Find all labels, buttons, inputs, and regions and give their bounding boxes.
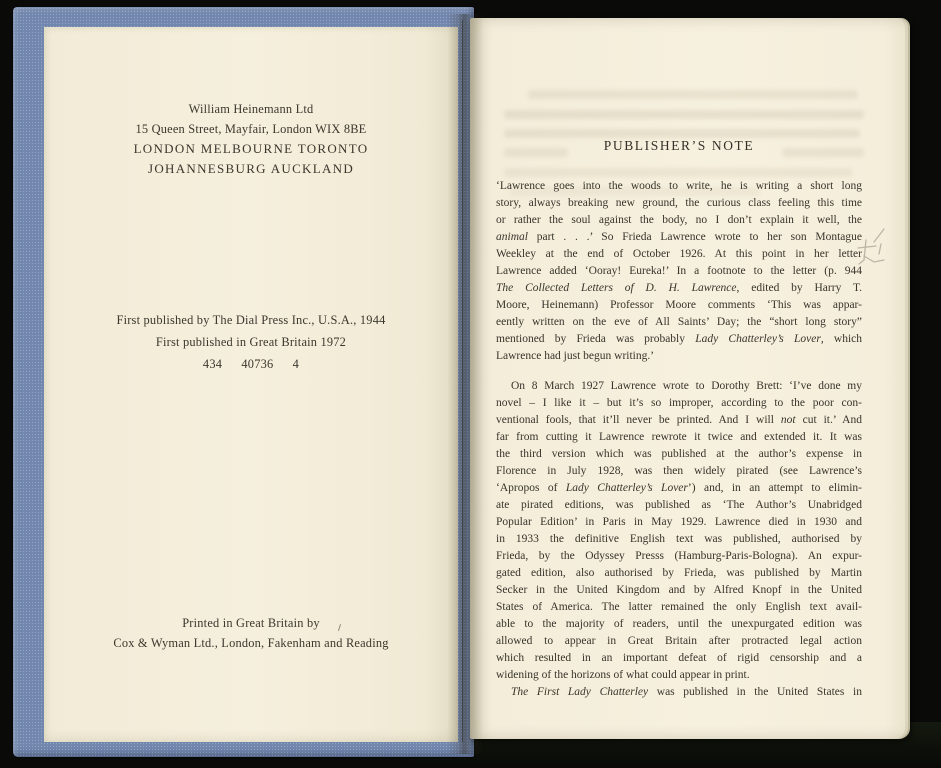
- showthrough-ghost-line: [528, 90, 858, 99]
- body-line: story, always breaking new ground, the curious class feeling this time: [496, 197, 862, 209]
- isbn-number: 434 40736 4: [202, 357, 300, 371]
- body-line: widening of the horizons of what could appear in print.: [496, 669, 750, 681]
- page-title: PUBLISHER’S NOTE: [603, 138, 755, 153]
- pencil-annotation: [854, 226, 894, 270]
- body-line: Popular Edition’ in Paris in May 1929. Lawrence died in 1930 and: [496, 516, 862, 528]
- body-line: Florence in July 1928, was then widely pirated (see Lawrence’s: [496, 465, 862, 477]
- body-line: On 8 March 1927 Lawrence wrote to Dorothy Brett: ‘I’ve done my: [511, 380, 862, 392]
- body-line: which resulted in an important defeat of rigid censorship and a: [496, 652, 862, 664]
- body-line: Lawrence had just begun writing.’: [496, 350, 655, 362]
- body-line: Lawrence added ‘Ooray! Eureka!’ In a footnote to the letter (p. 944: [496, 265, 862, 277]
- body-line: The Collected Letters of D. H. Lawrence, edited by Harry T.: [496, 282, 862, 294]
- first-published-gb: First published in Great Britain 1972: [155, 335, 347, 349]
- body-line: or rather the soul against the body, no I don’t explain it well, the: [496, 214, 862, 226]
- left-page: [44, 27, 458, 742]
- body-line: mentioned by Frieda was probably Lady Chatterley’s Lover, which: [496, 333, 862, 345]
- body-line: animal part . . .’ So Frieda Lawrence wrote to her son Montague: [496, 231, 862, 243]
- showthrough-ghost-line: [504, 129, 860, 138]
- first-published-us: First published by The Dial Press Inc., U.S.A., 1944: [116, 313, 386, 327]
- body-line: ventional fools, that it’ll never be printed. And I will not cut it.’ And: [496, 414, 862, 426]
- body-line: far from cutting it Lawrence rewrote it twice and extended it. It was: [496, 431, 862, 443]
- body-line: Frieda, by the Odyssey Presss (Hamburg-Paris-Bologna). An expur-: [496, 550, 862, 562]
- showthrough-ghost-line: [504, 110, 864, 119]
- body-line: allowed to appear in Great Britain after protracted legal action: [496, 635, 862, 647]
- publisher-imprint-block: [44, 99, 458, 179]
- body-line: ‘Lawrence goes into the woods to write, he is writing a short long: [496, 180, 862, 192]
- body-line: novel – I like it – but it’s so improper, according to the poor con-: [496, 397, 862, 409]
- printed-in: Printed in Great Britain by: [182, 616, 320, 630]
- body-line: Secker in the United Kingdom and by Alfred Knopf in the United: [496, 584, 862, 596]
- body-line: ‘Apropos of Lady Chatterley’s Lover’) and, in an attempt to elimin-: [496, 482, 862, 494]
- body-line: Moore, Heinemann) Professor Moore comments ‘This was appar-: [496, 299, 862, 311]
- body-line: able to the majority of readers, until the unexpurgated edition was: [496, 618, 862, 630]
- body-line: ate pirated editions, was published as ‘The Author’s Unabridged: [496, 499, 862, 511]
- right-page: [470, 18, 910, 739]
- publisher-cities-1: LONDON MELBOURNE TORONTO: [133, 141, 369, 156]
- body-text: [496, 178, 862, 701]
- edition-block: [44, 309, 458, 375]
- printer-name: Cox & Wyman Ltd., London, Fakenham and Reading: [113, 636, 389, 650]
- body-line: gated edition, also authorised by Frieda, was published by Martin: [496, 567, 862, 579]
- body-line: the third version which was published at the author’s expense in: [496, 448, 862, 460]
- publisher-cities-2: JOHANNESBURG AUCKLAND: [147, 161, 355, 176]
- body-line: eently written on the eve of All Saints’ Day; the “short long story”: [496, 316, 862, 328]
- body-line: The First Lady Chatterley was published in the United States in: [511, 686, 862, 698]
- body-line: Weekley at the end of October 1926. At this point in her letter: [496, 248, 862, 260]
- body-line: States of America. The latter remained the only English text avail-: [496, 601, 862, 613]
- gutter-crease-line: [462, 20, 463, 742]
- publisher-name: William Heinemann Ltd: [188, 102, 314, 116]
- body-line: in 1933 the definitive English text was published, authorised by: [496, 533, 862, 545]
- printer-block: [44, 613, 458, 653]
- publisher-address: 15 Queen Street, Mayfair, London WIX 8BE: [135, 122, 367, 136]
- showthrough-ghost-line: [504, 168, 852, 177]
